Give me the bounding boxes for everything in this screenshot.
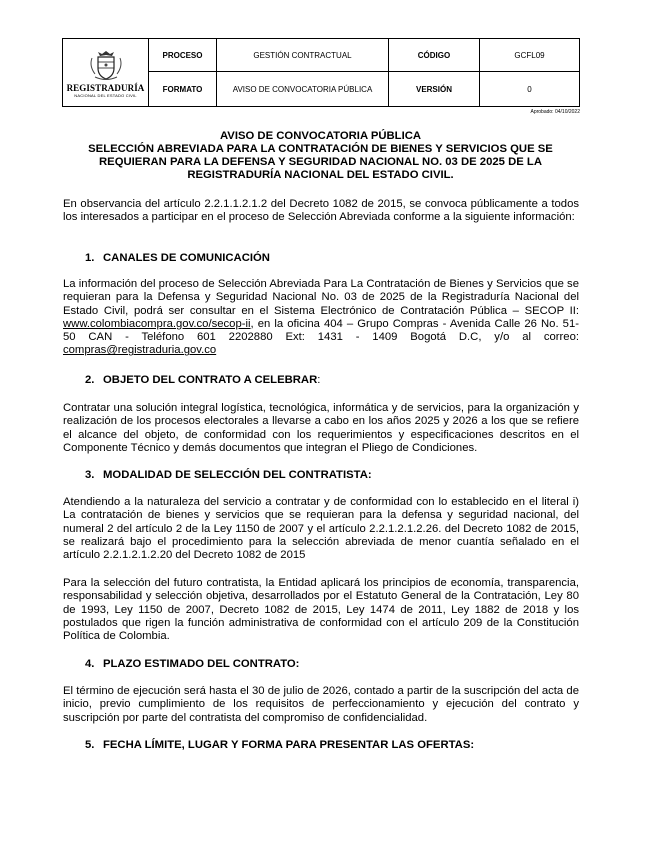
logo-subtitle: NACIONAL DEL ESTADO CIVIL	[74, 92, 137, 98]
section-1-heading	[85, 252, 270, 264]
version-label: VERSIÓN	[389, 72, 480, 107]
section-number: 4.	[85, 658, 95, 670]
section-4-heading	[85, 658, 299, 670]
section-3-paragraph-b: Para la selección del futuro contratista, la Entidad aplicará los principios de economía, transparencia, responsabilidad y selección objetiva, desarrollados por el Estatuto General de la Contratación, Ley 80 de 1993, Ley 1150 de 2007, Decreto 1082 de 2015, Ley 1474 de 2011, Ley 1882 de 2018 y los postulados que rigen la función administrativa de conformidad con el artículo 209 de la Constitución Política de Colombia.	[63, 577, 579, 643]
section-title: PLAZO ESTIMADO DEL CONTRATO:	[103, 658, 300, 670]
process-value: GESTIÓN CONTRACTUAL	[217, 39, 389, 72]
title-line: REGISTRADURÍA NACIONAL DEL ESTADO CIVIL.	[187, 169, 454, 181]
document-title	[62, 130, 579, 182]
section-colon: :	[317, 374, 321, 386]
section-number: 1.	[85, 252, 95, 264]
process-label: PROCESO	[149, 39, 217, 72]
coat-of-arms-icon	[86, 48, 126, 82]
section-1-text-a: La información del proceso de Selección Abreviada Para La Contratación de Bienes y Servicios que se requieran para la Defensa y Seguridad Nacional No. 03 de 2025 de la Registraduría Nacional del Estado Civil, podrá ser consultar en el Sistema Electrónico de Contratación Pública – SECOP II:	[63, 278, 579, 317]
section-number: 2.	[85, 374, 95, 386]
section-3-paragraph-a: Atendiendo a la naturaleza del servicio a contratar y de conformidad con lo establecido en el literal i) La contratación de bienes y servicios que se requieran para la defensa y seguridad nacional, del numeral 2 del artículo 2 de la Ley 1150 de 2007 y el artículo 2.2.1.2.1.2.26. del Decreto 1082 de 2015, se realizará bajo el procedimiento para la selección abreviada de menor cuantía señalado en el artículo 2.2.1.2.1.2.20 del Decreto 1082 de 2015	[63, 496, 579, 562]
logo-title: REGISTRADURÍA	[66, 82, 145, 93]
section-title: FECHA LÍMITE, LUGAR Y FORMA PARA PRESENTAR LAS OFERTAS:	[103, 739, 475, 751]
section-title: CANALES DE COMUNICACIÓN	[103, 252, 270, 264]
section-title: MODALIDAD DE SELECCIÓN DEL CONTRATISTA:	[103, 469, 372, 481]
section-1-paragraph	[63, 278, 579, 358]
document-header-table	[62, 38, 580, 107]
title-line: SELECCIÓN ABREVIADA PARA LA CONTRATACIÓN DE BIENES Y SERVICIOS QUE SE	[88, 143, 553, 155]
section-1-text-b: , en la oficina 404 – Grupo Compras - Avenida Calle 26 No. 51-50 CAN - Teléfono 601 2202880 Ext: 1431 - 1409 Bogotá D.C, y/o al correo:	[63, 317, 579, 344]
section-number: 5.	[85, 739, 95, 751]
format-label: FORMATO	[149, 72, 217, 107]
approved-date: Aprobado: 04/10/2022	[530, 109, 580, 115]
email-link[interactable]: compras@registraduria.gov.co	[63, 344, 217, 357]
section-title: OBJETO DEL CONTRATO A CELEBRAR	[103, 374, 318, 386]
section-3-heading	[85, 469, 372, 481]
section-4-paragraph: El término de ejecución será hasta el 30 de julio de 2026, contado a partir de la suscripción del acta de inicio, previo cumplimiento de los requisitos de perfeccionamiento y ejecución del contrato y suscripción por parte del contratista del compromiso de confidencialidad.	[63, 685, 579, 724]
secop-link[interactable]: www.colombiacompra.gov.co/secop-ii	[63, 317, 251, 330]
intro-paragraph: En observancia del artículo 2.2.1.1.2.1.2 del Decreto 1082 de 2015, se convoca públicamente a todos los interesados a participar en el proceso de Selección Abreviada conforme a la siguiente información:	[63, 198, 579, 224]
section-2-heading	[85, 374, 320, 386]
code-label: CÓDIGO	[389, 39, 480, 72]
section-5-heading	[85, 739, 474, 751]
code-value: GCFL09	[480, 39, 580, 72]
format-value: AVISO DE CONVOCATORIA PÚBLICA	[217, 72, 389, 107]
logo-cell	[63, 39, 149, 107]
section-number: 3.	[85, 469, 95, 481]
section-2-paragraph: Contratar una solución integral logística, tecnológica, informática y de servicios, para la organización y realización de los procesos electorales a llevarse a cabo en los años 2025 y 2026 a los que se refiere el alcance del objeto, de conformidad con los requerimientos y especificaciones descritos en el Componente Técnico y demás documentos que integran el Pliego de Condiciones.	[63, 402, 579, 454]
title-line: REQUIERAN PARA LA DEFENSA Y SEGURIDAD NACIONAL NO. 03 DE 2025 DE LA	[99, 156, 542, 168]
title-line: AVISO DE CONVOCATORIA PÚBLICA	[219, 130, 422, 142]
version-value: 0	[480, 72, 580, 107]
